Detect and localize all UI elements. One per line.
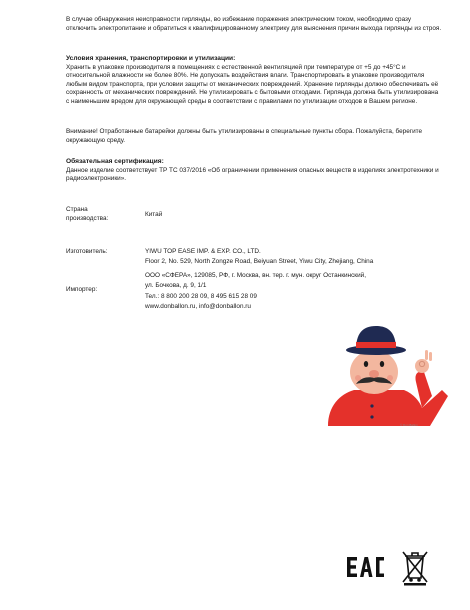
importer-phone: Тел.: 8 800 200 28 09, 8 495 615 28 09 <box>145 292 257 300</box>
mascot-finger <box>425 350 428 360</box>
mascot-eye <box>364 361 368 367</box>
manufacturer-name: YIWU TOP EASE IMP. & EXP. CO., LTD. <box>145 248 261 255</box>
country-label: Страна производства: <box>66 206 109 222</box>
eac-mark-icon <box>346 556 386 578</box>
manufacturer-block <box>145 247 445 268</box>
mascot-cheek <box>387 375 393 381</box>
mascot-eye <box>380 361 384 367</box>
mascot-cheek <box>355 375 361 381</box>
storage-text: Хранить в упаковке производителя в помещениях с естественной вентиляцией при температуре от +5 до +45°С и относительной влажности не более 80%. Не допускать воздействия влаги. Транспортировать в упаковке производителя любым видом транспорта, при условии защиты от механических повреждений. Хранение гирлянды должно обеспечивать её сохранность от механических повреждений. Не утилизировать с бытовыми отходами. Гирлянда должна быть утилизирована с наименьшим вредом для окружающей среды в соответствии с правилами по утилизации отходов в Вашем регионе. <box>66 63 439 105</box>
certification-section <box>66 158 442 184</box>
importer-street: ул. Бочкова, д. 9, 1/1 <box>145 282 207 290</box>
mascot-hat-band <box>356 342 396 348</box>
manufacturer-address: Floor 2, No. 529, North Zongze Road, Beiyuan Street, Yiwu City, Zhejiang, China <box>145 258 374 266</box>
importer-name: ООО «СФЕРА», 129085, РФ, г. Москва, вн. тер. г. мун. округ Останкинский, <box>145 272 366 279</box>
certification-heading: Обязательная сертификация: <box>66 158 164 165</box>
mascot-finger <box>429 352 432 361</box>
battery-warning: Внимание! Отработанные батарейки должны быть утилизированы в специальные пункты сбора. Пожалуйста, берегите окружающую среду. <box>66 128 423 144</box>
mascot-copyright: © Don Ballon <box>400 423 418 427</box>
mascot-button <box>370 415 373 418</box>
intro-paragraph: В случае обнаружения неисправности гирлянды, во избежание поражения электрическим током, необходимо сразу отключить электропитание и обратиться к квалифицированному электрику для выяснения причин выхода гирлянды из строя. <box>66 16 442 32</box>
storage-heading: Условия хранения, транспортировки и утилизации: <box>66 55 236 62</box>
mascot-nose <box>369 370 379 378</box>
manufacturer-label: Изготовитель: <box>66 248 108 255</box>
crossed-out-wheelie-bin-icon <box>400 548 430 586</box>
importer-label: Импортер: <box>66 286 98 293</box>
importer-web: www.donballon.ru, info@donballon.ru <box>145 302 251 310</box>
mascot-button <box>370 404 373 407</box>
storage-section <box>66 55 442 107</box>
certification-text: Данное изделие соответствует ТР ТС 037/2016 «Об ограничении применения опасных веществ в изделиях электротехники и радиоэлектроники». <box>66 166 439 183</box>
importer-block <box>145 271 445 312</box>
mascot-illustration <box>326 320 450 426</box>
country-value: Китай <box>145 211 163 218</box>
